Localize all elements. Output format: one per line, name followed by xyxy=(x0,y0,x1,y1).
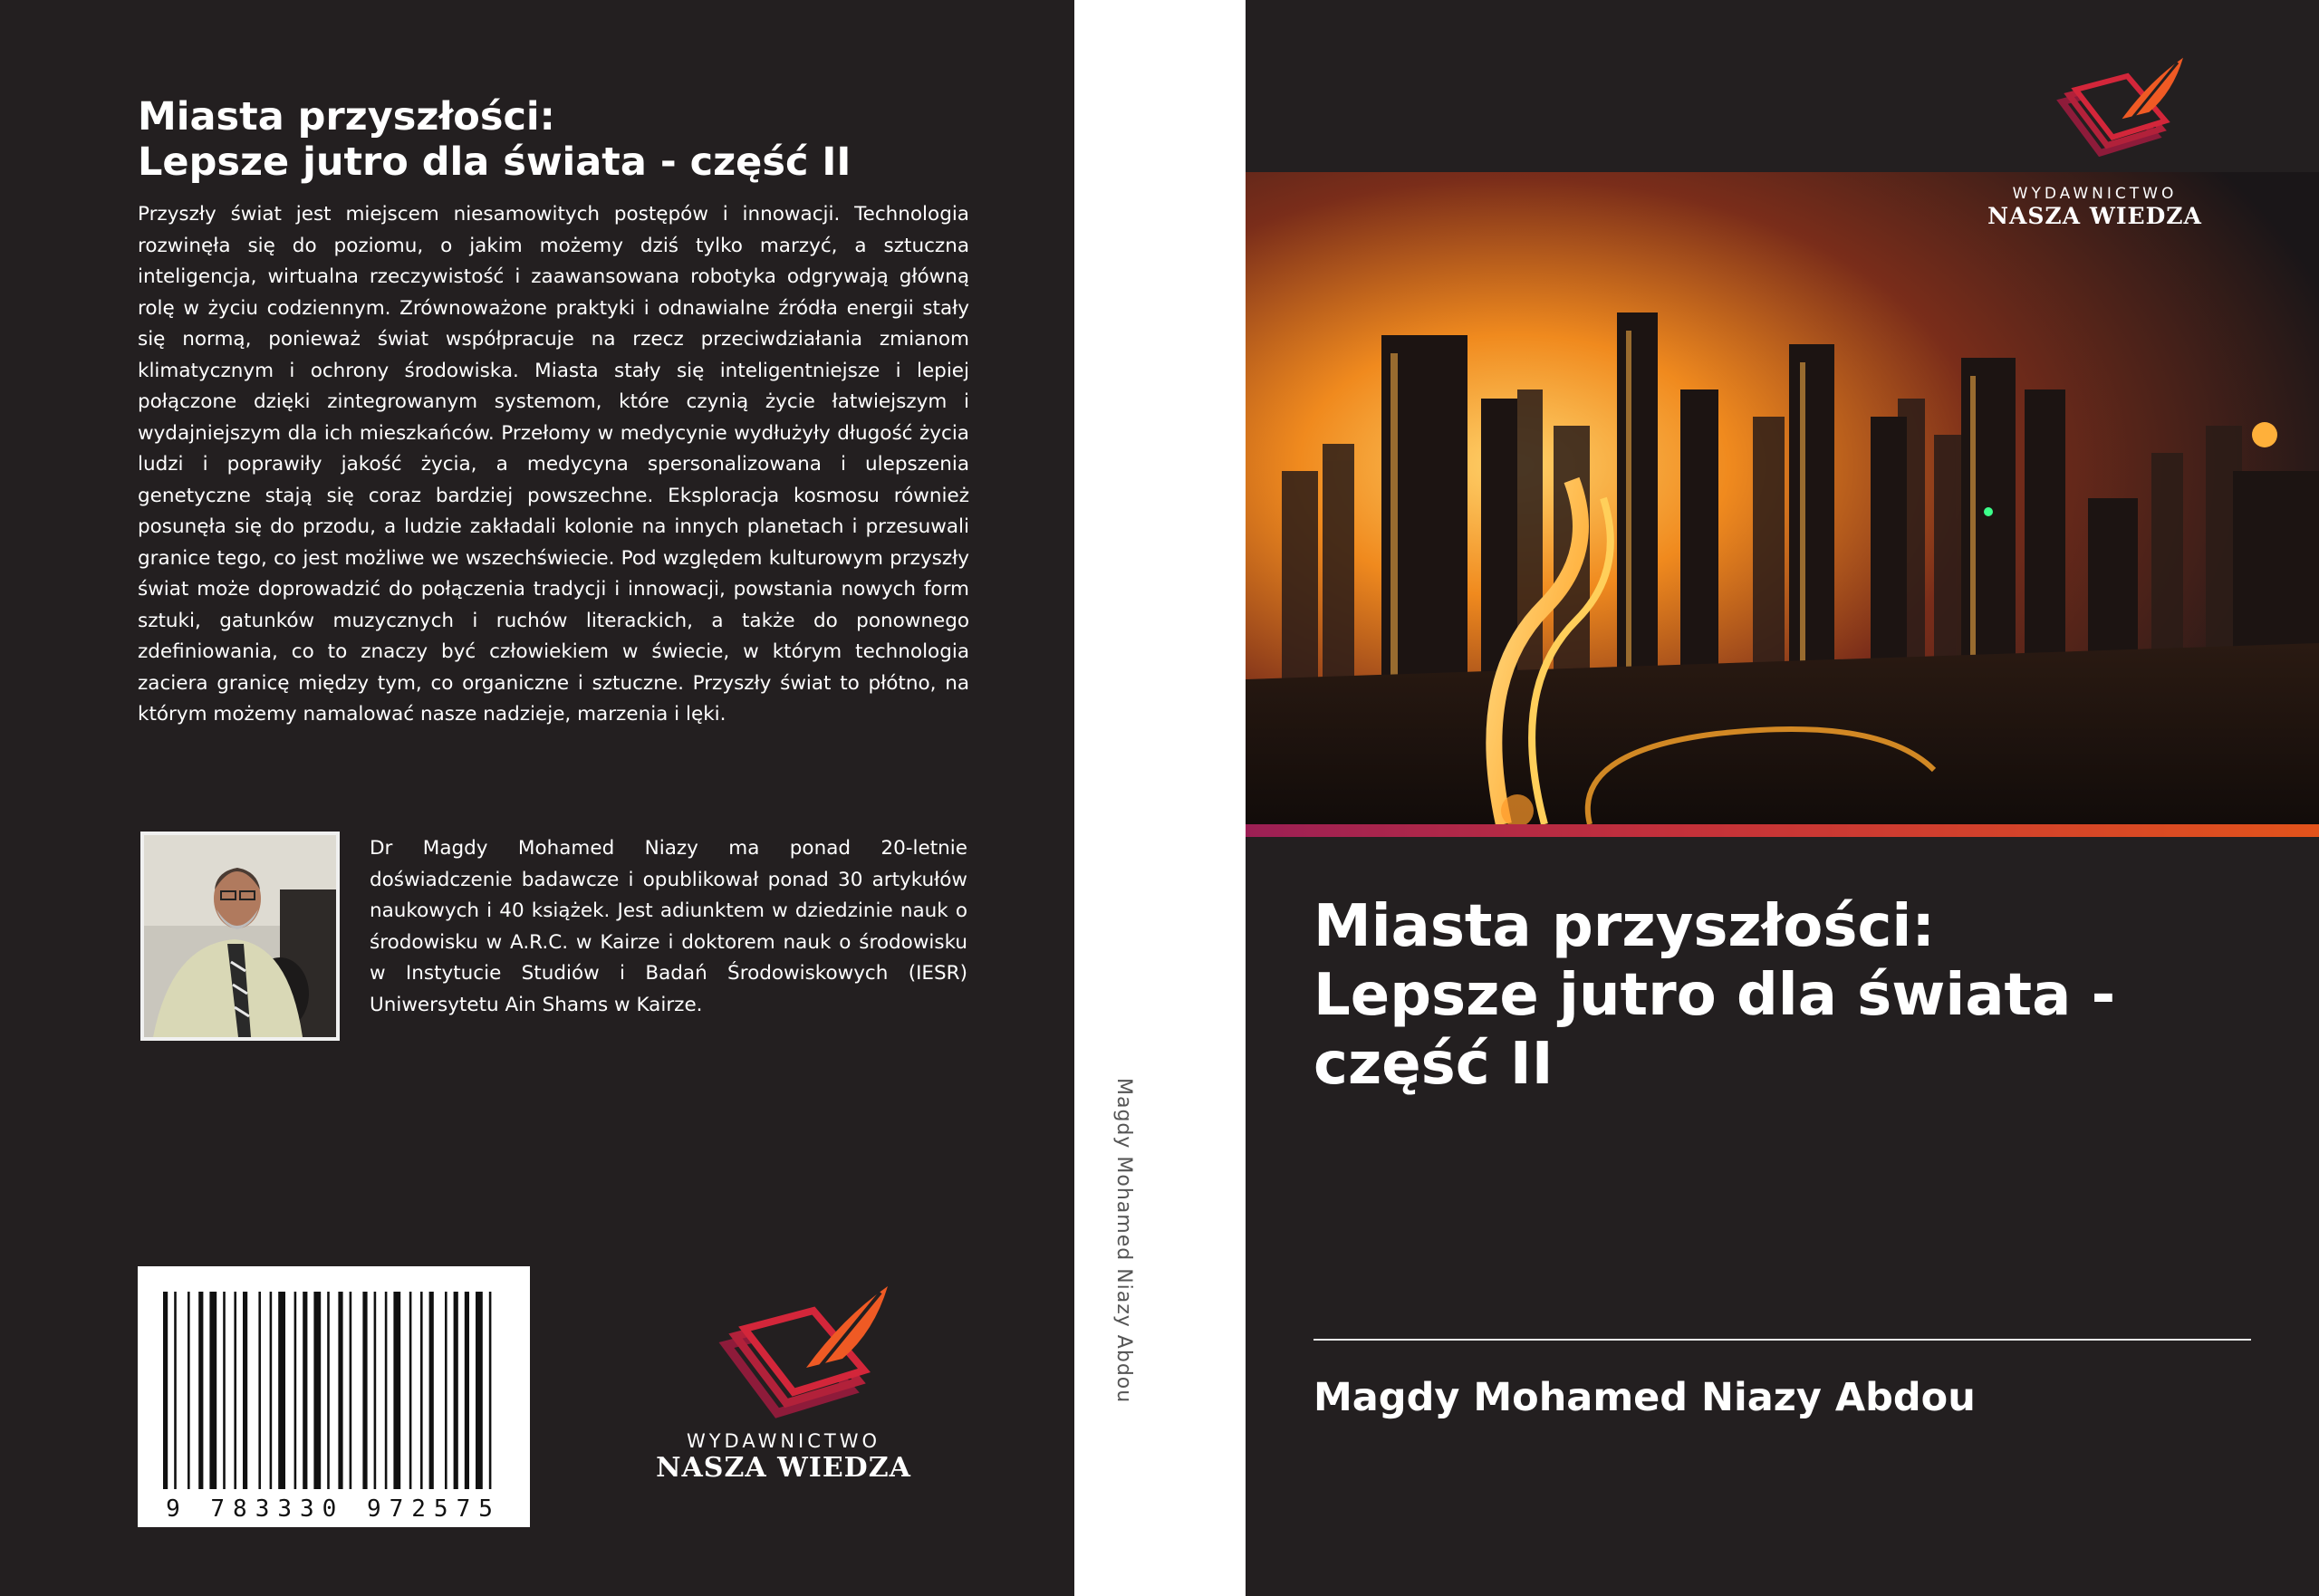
barcode-bar xyxy=(303,1292,307,1489)
publisher-name: NASZA WIEDZA xyxy=(656,1452,911,1484)
barcode-bar xyxy=(350,1292,352,1489)
barcode-bar xyxy=(465,1292,469,1489)
back-cover xyxy=(0,0,1074,1596)
barcode-bar xyxy=(385,1292,388,1489)
barcode-bar xyxy=(409,1292,412,1489)
front-cover xyxy=(1246,0,2319,1596)
barcode-bar xyxy=(174,1292,177,1489)
accent-bar xyxy=(1246,824,2319,837)
barcode-bar xyxy=(258,1292,261,1489)
author-divider xyxy=(1313,1339,2251,1341)
publisher-logo-front xyxy=(1970,54,2219,245)
barcode-bar xyxy=(209,1292,217,1489)
isbn-digits: 9 783330 972575 xyxy=(166,1495,501,1523)
front-cover-title xyxy=(1313,892,2292,1099)
barcode-bar xyxy=(243,1292,247,1489)
barcode-bar xyxy=(393,1292,400,1489)
barcode-bar xyxy=(420,1292,423,1489)
back-title-line2: Lepsze jutro dla świata - część II xyxy=(138,139,852,185)
front-title-line1: Miasta przyszłości: xyxy=(1313,893,1935,960)
front-title-line2: Lepsze jutro dla świata - xyxy=(1313,962,2116,1029)
barcode-bar xyxy=(188,1292,190,1489)
barcode-bar xyxy=(234,1292,236,1489)
barcode-bar xyxy=(278,1292,285,1489)
barcode-bar xyxy=(198,1292,203,1489)
barcode-bar xyxy=(429,1292,434,1489)
barcode xyxy=(138,1266,530,1527)
barcode-bar xyxy=(163,1292,168,1489)
front-title-line3: część II xyxy=(1313,1031,1554,1098)
back-title-line1: Miasta przyszłości: xyxy=(138,94,555,139)
barcode-bar xyxy=(338,1292,342,1489)
barcode-bar xyxy=(476,1292,483,1489)
cityscape-image xyxy=(1246,172,2319,824)
barcode-bar xyxy=(454,1292,458,1489)
barcode-bar xyxy=(445,1292,447,1489)
publisher-name-front: NASZA WIEDZA xyxy=(1987,203,2202,229)
barcode-bar xyxy=(362,1292,367,1489)
barcode-bar xyxy=(374,1292,377,1489)
spine-author: Magdy Mohamed Niazy Abdou xyxy=(1112,1078,1135,1404)
barcode-bar xyxy=(489,1292,492,1489)
publisher-small-text-front: WYDAWNICTWO xyxy=(2012,185,2178,203)
barcode-bar xyxy=(313,1292,321,1489)
publisher-logo-back xyxy=(634,1273,933,1490)
back-cover-title xyxy=(138,94,980,185)
author-bio: Dr Magdy Mohamed Niazy ma ponad 20-letnie doświadczenie badawcze i opublikował ponad 30 artykułów naukowych i 40 książek. Jest adiunktem w dziedzinie nauk o środowisku w A.R.C. w Kairze i doktorem nauk o środowisku w Instytucie Studiów i Badań Środowiskowych (IESR) Uniwersytetu Ain Shams w Kairze. xyxy=(370,837,967,1016)
barcode-bar xyxy=(294,1292,297,1489)
front-author: Magdy Mohamed Niazy Abdou xyxy=(1313,1375,1976,1420)
book-description: Przyszły świat jest miejscem niesamowitych postępów i innowacji. Technologia rozwinęła się do poziomu, o jakim możemy dziś tylko marzyć, a sztuczna inteligencja, wirtualna rzeczywistość i zaawansowana robotyka odgrywają główną rolę w życiu codziennym. Zrównoważone praktyki i odnawialne źródła energii stały się normą, ponieważ świat współpracuje na rzecz przeciwdziałania zmianom klimatycznym i ochrony środowiska. Miasta stały się inteligentniejsze i lepiej połączone dzięki zintegrowanym systemom, które czynią życie łatwiejszym i wydajniejszym dla ich mieszkańców. Przełomy w medycynie wydłużyły długość życia ludzi i poprawiły jakość życia, a medycyna spersonalizowana i ulepszenia genetyczne stają się coraz bardziej powszechne. Eksploracja kosmosu również posunęła się do przodu, a ludzie zakładali kolonie na innych planetach i przesuwali granice tego, co jest możliwe we wszechświecie. Pod względem kulturowym przyszły świat może doprowadzić do połączenia tradycji i innowacji, powstania nowych form sztuki, gatunków muzycznych i ruchów literackich, a także do ponownego zdefiniowania, co to znaczy być człowiekiem w świecie, w którym technologia zaciera granicę między tym, co organiczne i sztuczne. Przyszły świat to płótno, na którym możemy namalować nasze nadzieje, marzenia i lęki. xyxy=(138,203,969,726)
barcode-bar xyxy=(223,1292,226,1489)
book-quill-logo-icon xyxy=(1970,54,2219,181)
book-quill-logo-icon xyxy=(634,1273,933,1427)
barcode-bar xyxy=(327,1292,330,1489)
author-photo xyxy=(140,832,340,1041)
publisher-small-text: WYDAWNICTWO xyxy=(686,1430,881,1452)
book-spine xyxy=(1074,0,1246,1596)
barcode-bar xyxy=(270,1292,273,1489)
